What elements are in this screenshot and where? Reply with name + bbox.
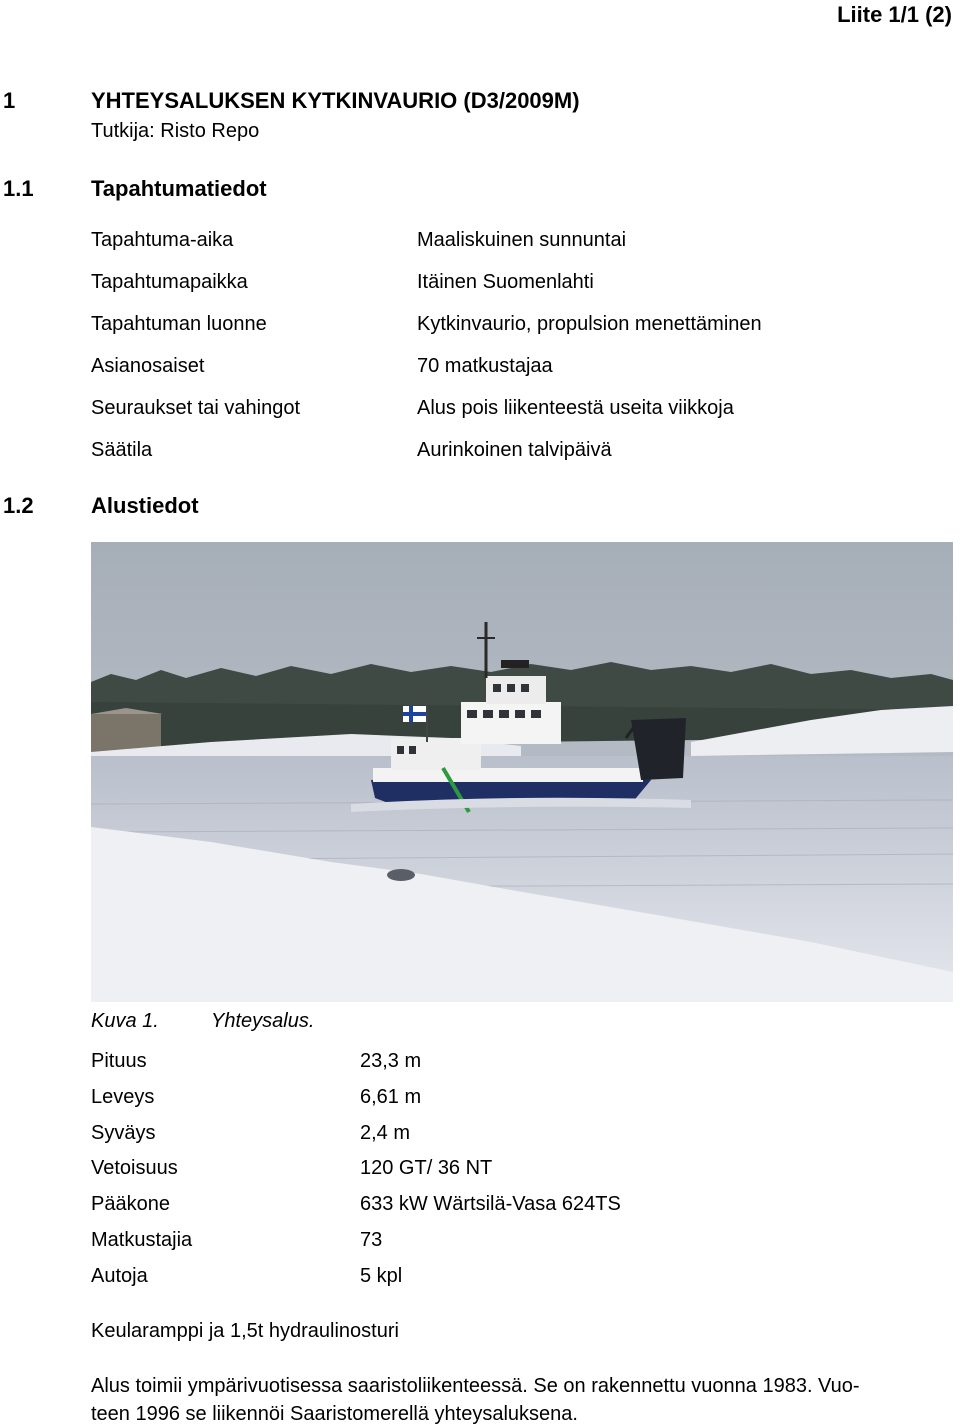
- spec-label: Autoja: [91, 1265, 148, 1287]
- spec-label: Pituus: [91, 1050, 147, 1072]
- section-1-1-title: Tapahtumatiedot: [91, 176, 267, 201]
- event-label: Tapahtuman luonne: [91, 313, 267, 335]
- spec-value: 120 GT/ 36 NT: [360, 1157, 493, 1179]
- event-label: Asianosaiset: [91, 355, 205, 377]
- investigator: Tutkija: Risto Repo: [91, 120, 260, 142]
- event-label: Tapahtuma-aika: [91, 229, 234, 251]
- event-value: Maaliskuinen sunnuntai: [417, 229, 627, 251]
- event-value: 70 matkustajaa: [417, 355, 553, 377]
- section-1-title: YHTEYSALUKSEN KYTKINVAURIO (D3/2009M): [91, 88, 580, 113]
- spec-value: 73: [360, 1229, 383, 1251]
- event-label: Seuraukset tai vahingot: [91, 397, 301, 419]
- spec-label: Matkustajia: [91, 1229, 193, 1251]
- spec-value: 633 kW Wärtsilä-Vasa 624TS: [360, 1193, 621, 1215]
- spec-value: 6,61 m: [360, 1086, 422, 1108]
- spec-label: Leveys: [91, 1086, 155, 1108]
- spec-value: 5 kpl: [360, 1265, 403, 1287]
- equipment-note: Keularamppi ja 1,5t hydraulinosturi: [91, 1320, 399, 1342]
- spec-value: 2,4 m: [360, 1122, 411, 1144]
- spec-value: 23,3 m: [360, 1050, 422, 1072]
- section-1-2-title: Alustiedot: [91, 493, 199, 518]
- event-value: Itäinen Suomenlahti: [417, 271, 594, 293]
- ferry-photo: [91, 542, 953, 1002]
- description-line-1: Alus toimii ympärivuotisessa saaristoliikenteessä. Se on rakennettu vuonna 1983. Vuo-: [91, 1375, 860, 1397]
- event-value: Kytkinvaurio, propulsion menettäminen: [417, 313, 762, 335]
- section-1-2-number: 1.2: [3, 493, 34, 518]
- description-line-2: teen 1996 se liikennöi Saaristomerellä yhteysaluksena.: [91, 1403, 578, 1425]
- spec-label: Pääkone: [91, 1193, 170, 1215]
- section-1-number: 1: [3, 88, 16, 113]
- section-1-1-number: 1.1: [3, 176, 34, 201]
- event-label: Säätila: [91, 439, 153, 461]
- event-value: Aurinkoinen talvipäivä: [417, 439, 612, 461]
- figure-caption-text: Yhteysalus.: [211, 1010, 315, 1032]
- figure-caption-label: Kuva 1.: [91, 1010, 159, 1032]
- event-value: Alus pois liikenteestä useita viikkoja: [417, 397, 734, 419]
- event-label: Tapahtumapaikka: [91, 271, 248, 293]
- page-label: Liite 1/1 (2): [837, 2, 952, 27]
- spec-label: Syväys: [91, 1122, 156, 1144]
- spec-label: Vetoisuus: [91, 1157, 178, 1179]
